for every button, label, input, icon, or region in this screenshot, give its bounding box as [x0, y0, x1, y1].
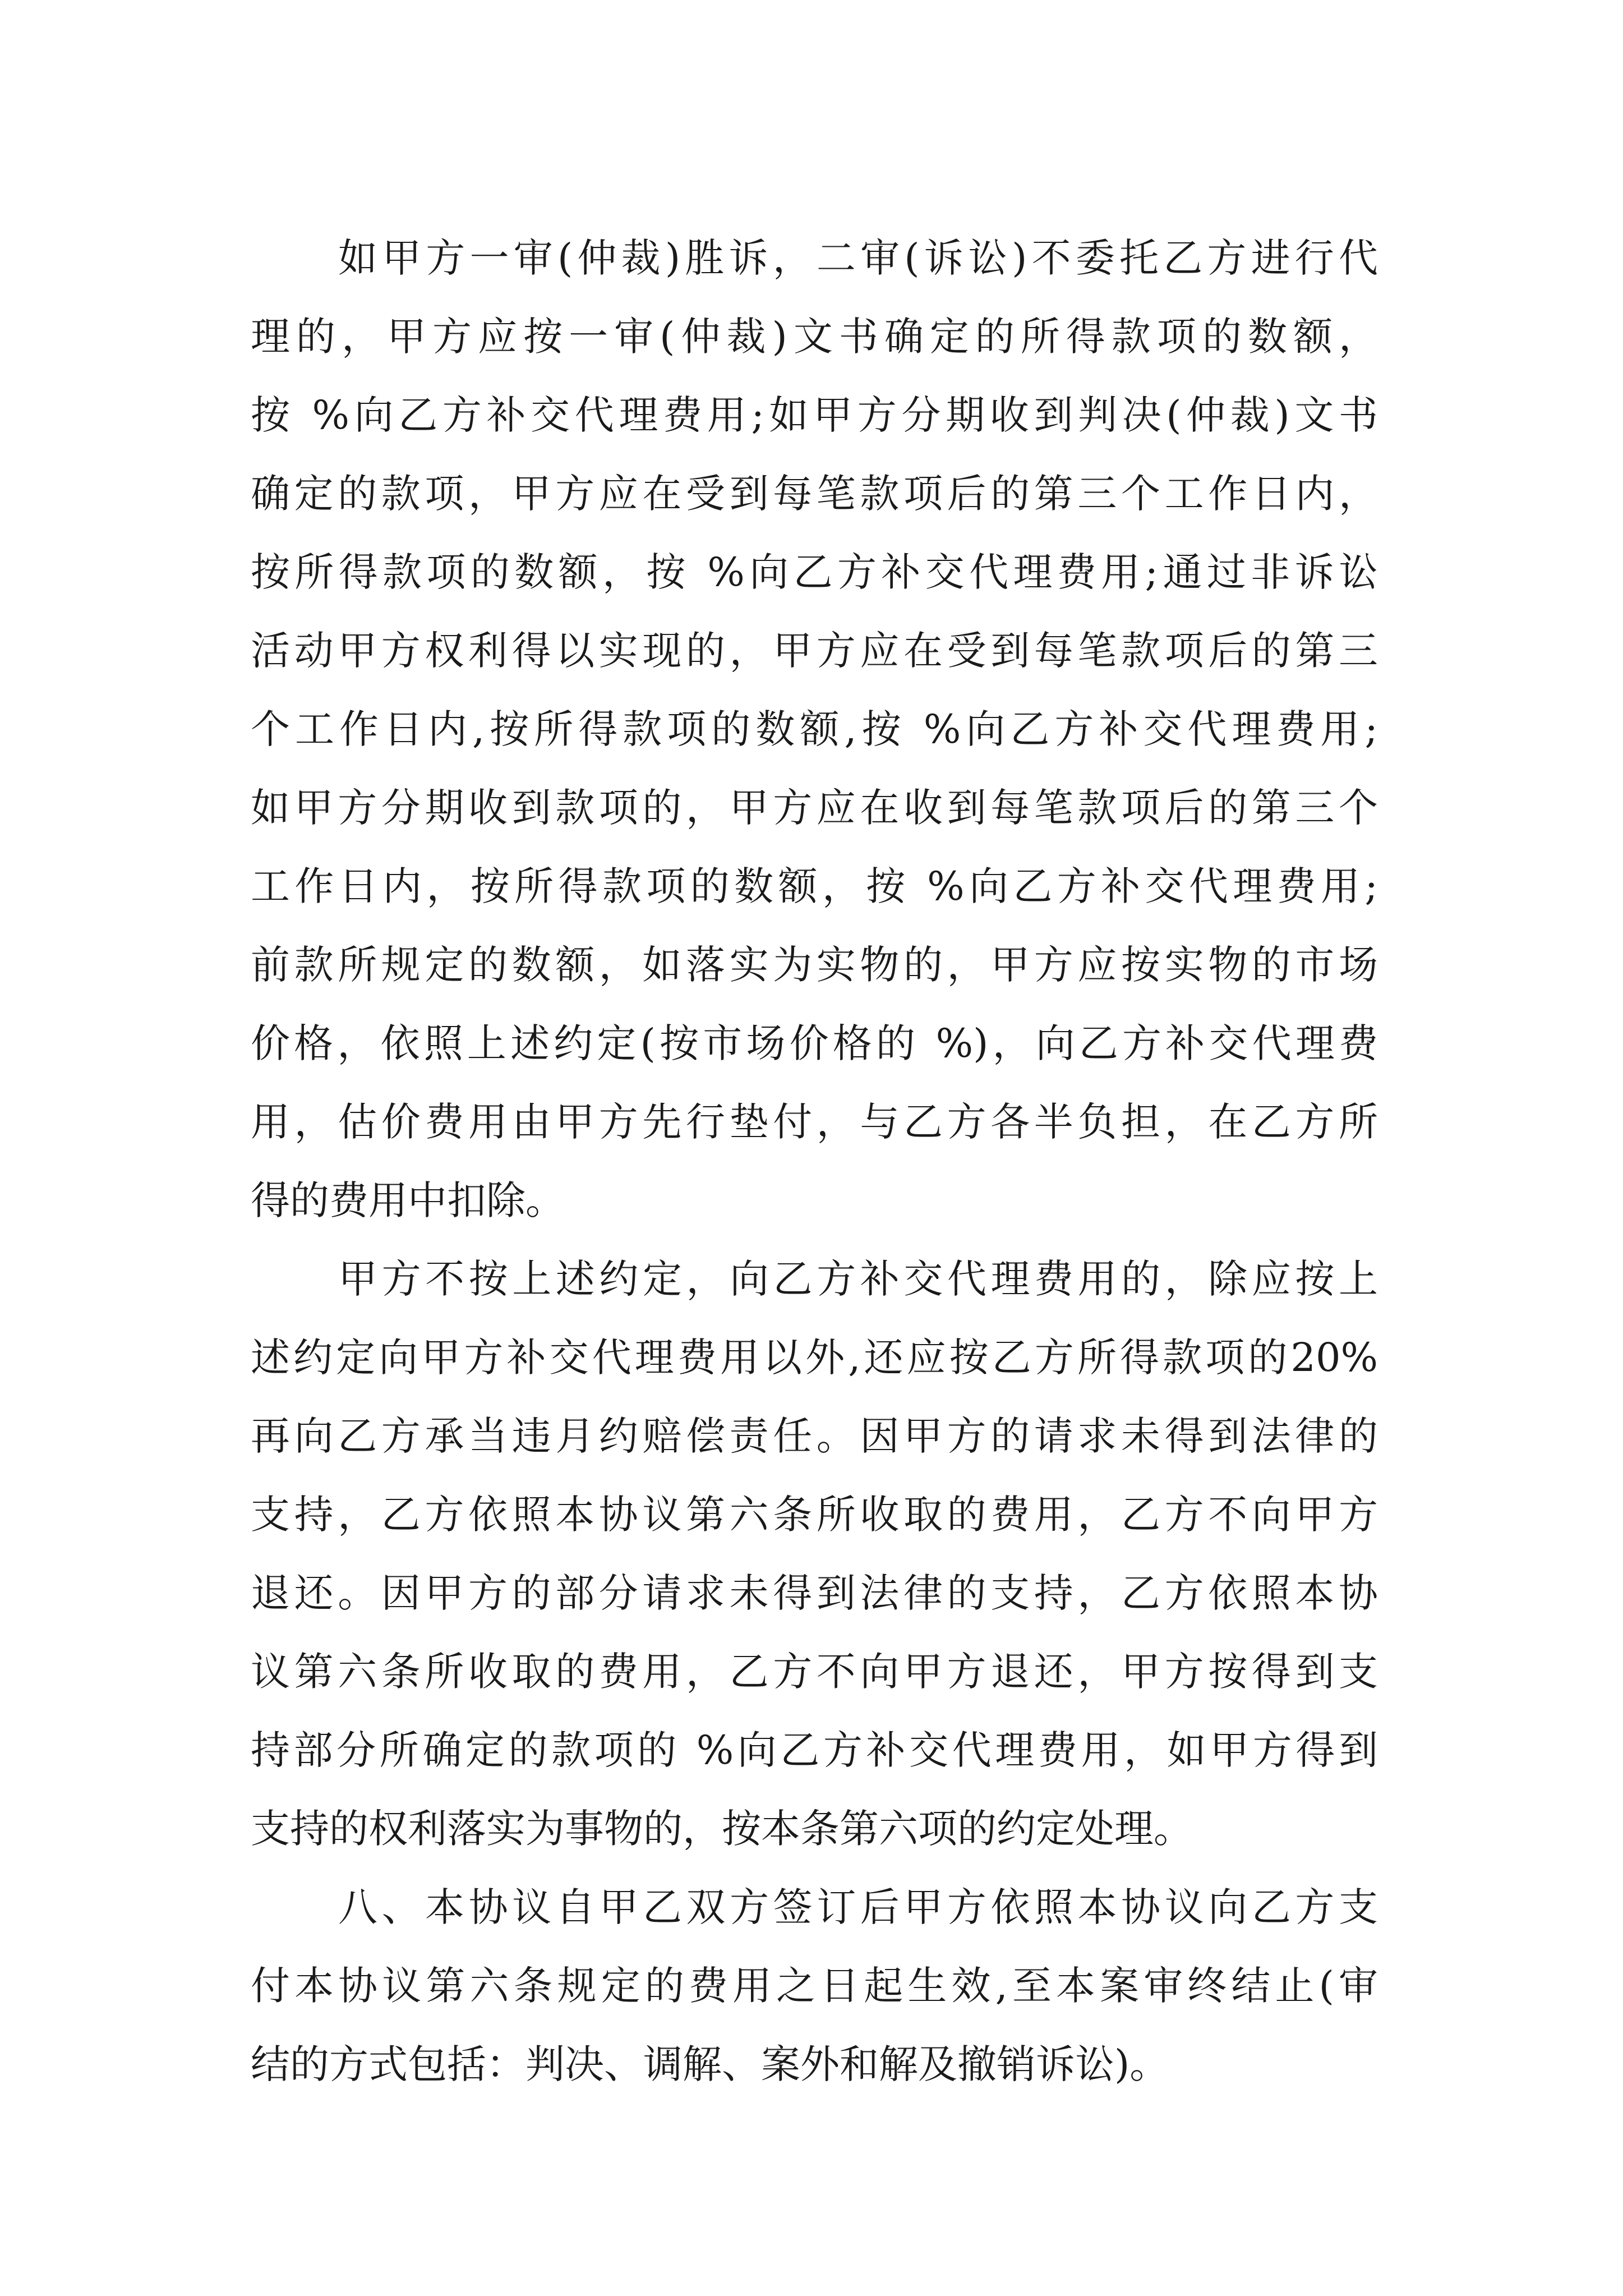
text-line: 确定的款项，甲方应在受到每笔款项后的第三个工作日内，	[251, 471, 1378, 517]
text-line: 得的费用中扣除。	[251, 1177, 565, 1223]
text-line: 持部分所确定的款项的 %向乙方补交代理费用，如甲方得到	[251, 1727, 1378, 1773]
text-line: 活动甲方权利得以实现的，甲方应在受到每笔款项后的第三	[251, 628, 1378, 674]
paragraph-breach-liability	[251, 1240, 1378, 1868]
text-line: 支持，乙方依照本协议第六条所收取的费用，乙方不向甲方	[251, 1492, 1378, 1538]
text-line: 甲方不按上述约定，向乙方补交代理费用的，除应按上	[338, 1256, 1378, 1302]
text-line: 结的方式包括：判决、调解、案外和解及撤销诉讼)。	[251, 2041, 1169, 2087]
text-line: 按所得款项的数额，按 %向乙方补交代理费用;通过非诉讼	[251, 549, 1378, 595]
text-line: 支持的权利落实为事物的，按本条第六项的约定处理。	[251, 1806, 1193, 1852]
text-line: 如甲方一审(仲裁)胜诉，二审(诉讼)不委托乙方进行代	[338, 235, 1378, 281]
text-line: 述约定向甲方补交代理费用以外,还应按乙方所得款项的20%	[251, 1335, 1378, 1381]
paragraph-fee-supplement	[251, 219, 1378, 1240]
text-line: 价格，依照上述约定(按市场价格的 %)，向乙方补交代理费	[251, 1020, 1378, 1066]
text-line: 如甲方分期收到款项的，甲方应在收到每笔款项后的第三个	[251, 785, 1378, 831]
text-line: 议第六条所收取的费用，乙方不向甲方退还，甲方按得到支	[251, 1649, 1378, 1695]
text-line: 前款所规定的数额，如落实为实物的，甲方应按实物的市场	[251, 942, 1378, 988]
text-line: 个工作日内,按所得款项的数额,按 %向乙方补交代理费用;	[251, 706, 1378, 752]
text-line: 再向乙方承当违月约赔偿责任。因甲方的请求未得到法律的	[251, 1413, 1378, 1459]
text-line: 用，估价费用由甲方先行垫付，与乙方各半负担，在乙方所	[251, 1099, 1378, 1145]
text-line: 八、本协议自甲乙双方签订后甲方依照本协议向乙方支	[338, 1884, 1378, 1930]
document-body	[251, 219, 1378, 2104]
paragraph-clause-eight	[251, 1868, 1378, 2104]
text-line: 工作日内，按所得款项的数额，按 %向乙方补交代理费用;	[251, 863, 1378, 909]
text-line: 付本协议第六条规定的费用之日起生效,至本案审终结止(审	[251, 1963, 1378, 2009]
text-line: 理的，甲方应按一审(仲裁)文书确定的所得款项的数额，	[251, 314, 1378, 360]
text-line: 退还。因甲方的部分请求未得到法律的支持，乙方依照本协	[251, 1570, 1378, 1616]
text-line: 按 %向乙方补交代理费用;如甲方分期收到判决(仲裁)文书	[251, 392, 1378, 438]
